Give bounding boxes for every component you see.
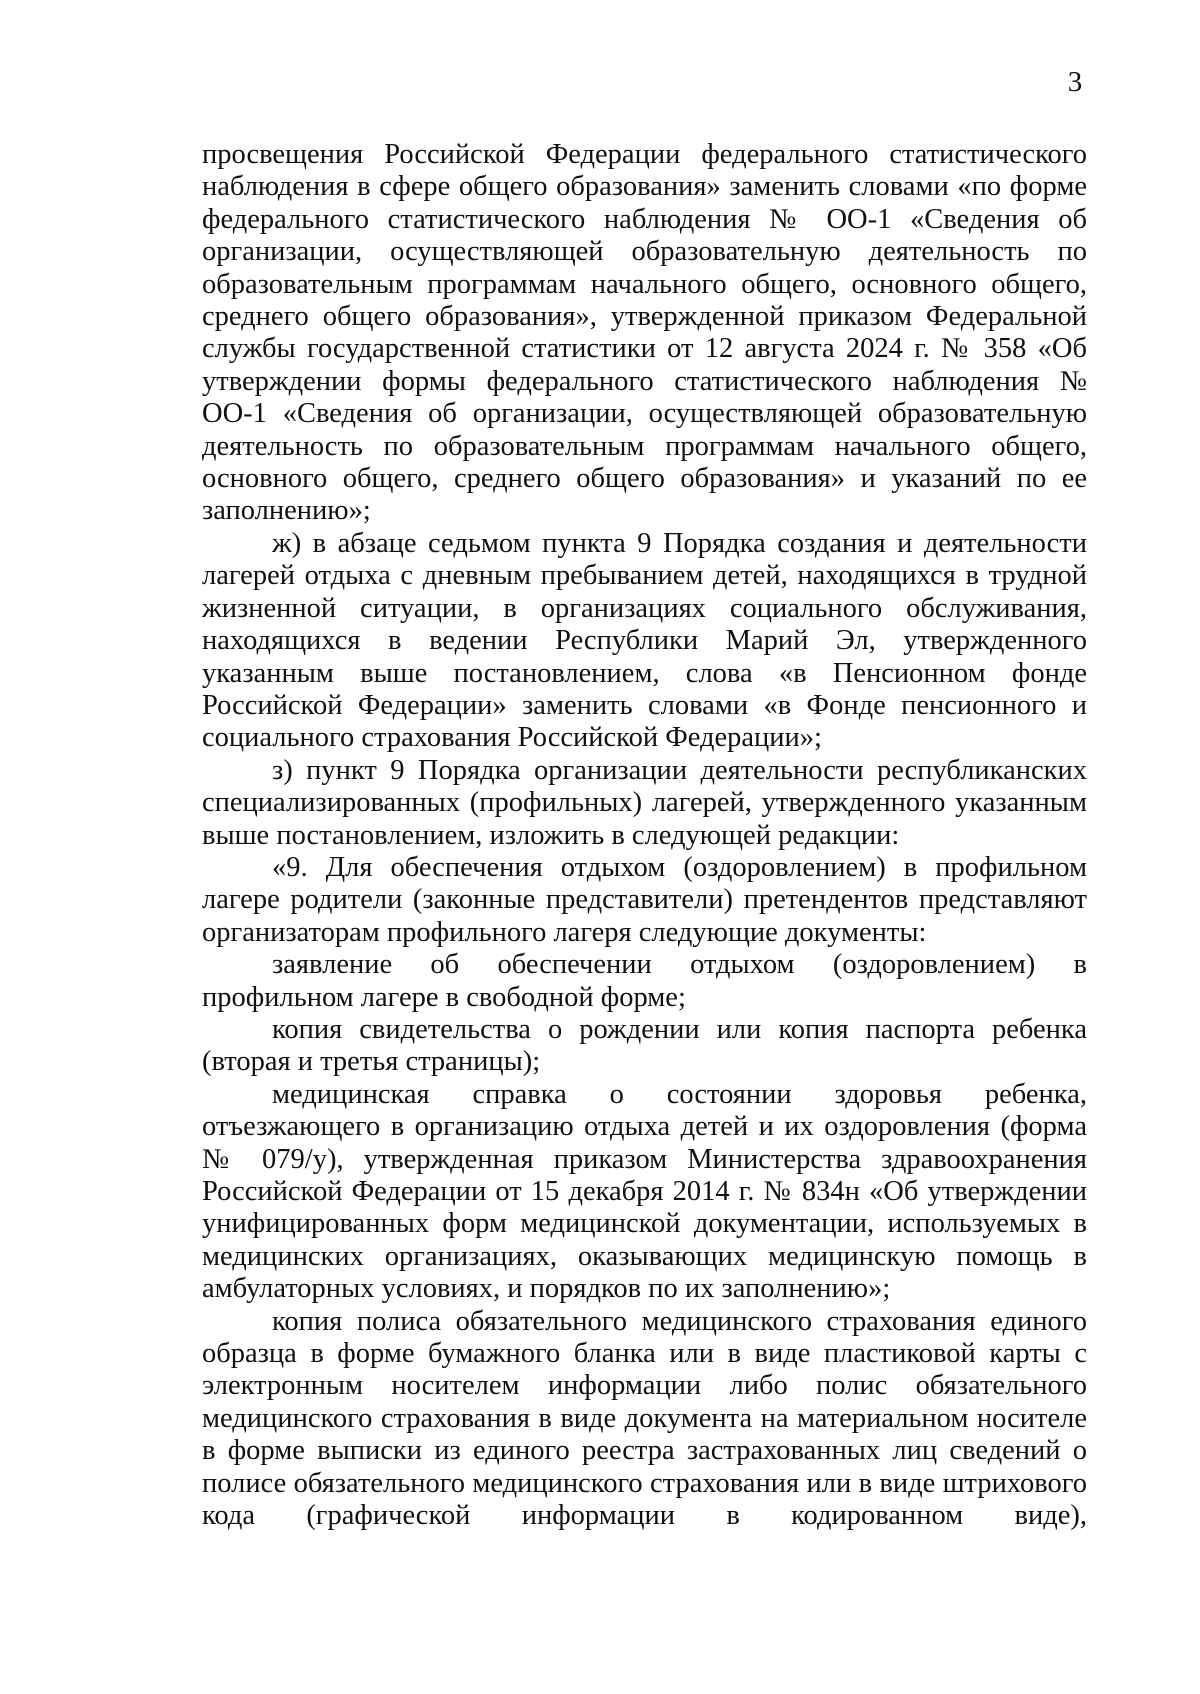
list-item-application: заявление об обеспечении отдыхом (оздоровлением) в профильном лагере в свободной форме; — [202, 949, 1087, 1013]
paragraph-item-zh: ж) в абзаце седьмом пункта 9 Порядка создания и деятельности лагерей отдыха с дневным пребыванием детей, находящихся в трудной жизненной ситуации, в организациях социального обслуживания, находящихся в ведении Республики Марий Эл, утвержденного указанным выше постановлением, слова «в Пенсионном фонде Российской Федерации» заменить словами «в Фонде пенсионного и социального страхования Российской Федерации»; — [202, 527, 1087, 754]
page-number: 3 — [1067, 66, 1083, 98]
paragraph-continuation: просвещения Российской Федерации федерального статистического наблюдения в сфере общего образования» заменить словами «по форме федерального статистического наблюдения № ОО-1 «Сведения об организации, осуществляющей образовательную деятельность по образовательным программам начального общего, основного общего, среднего общего образования», утвержденной приказом Федеральной службы государственной статистики от 12 августа 2024 г. № 358 «Об утверждении формы федерального статистического наблюдения № ОО-1 «Сведения об организации, осуществляющей образовательную деятельность по образовательным программам начального общего, основного общего, среднего общего образования» и указаний по ее заполнению»; — [202, 139, 1087, 527]
paragraph-clause-9: «9. Для обеспечения отдыхом (оздоровлением) в профильном лагере родители (законные представители) претендентов представляют организаторам профильного лагеря следующие документы: — [202, 851, 1087, 948]
paragraph-item-z: з) пункт 9 Порядка организации деятельности республиканских специализированных (профильных) лагерей, утвержденного указанным выше постановлением, изложить в следующей редакции: — [202, 754, 1087, 851]
list-item-medical-certificate: медицинская справка о состоянии здоровья ребенка, отъезжающего в организацию отдыха детей и их оздоровления (форма № 079/у), утвержденная приказом Министерства здравоохранения Российской Федерации от 15 декабря 2014 г. № 834н «Об утверждении унифицированных форм медицинской документации, используемых в медицинских организациях, оказывающих медицинскую помощь в амбулаторных условиях, и порядков по их заполнению»; — [202, 1078, 1087, 1305]
document-body — [202, 139, 1087, 1532]
list-item-birth-certificate: копия свидетельства о рождении или копия паспорта ребенка (вторая и третья страницы); — [202, 1013, 1087, 1078]
list-item-insurance-policy: копия полиса обязательного медицинского страхования единого образца в форме бумажного бланка или в виде пластиковой карты с электронным носителем информации либо полис обязательного медицинского страхования в виде документа на материальном носителе в форме выписки из единого реестра застрахованных лиц сведений о полисе обязательного медицинского страхования или в виде штрихового кода (графической информации в кодированном виде), — [202, 1305, 1087, 1532]
